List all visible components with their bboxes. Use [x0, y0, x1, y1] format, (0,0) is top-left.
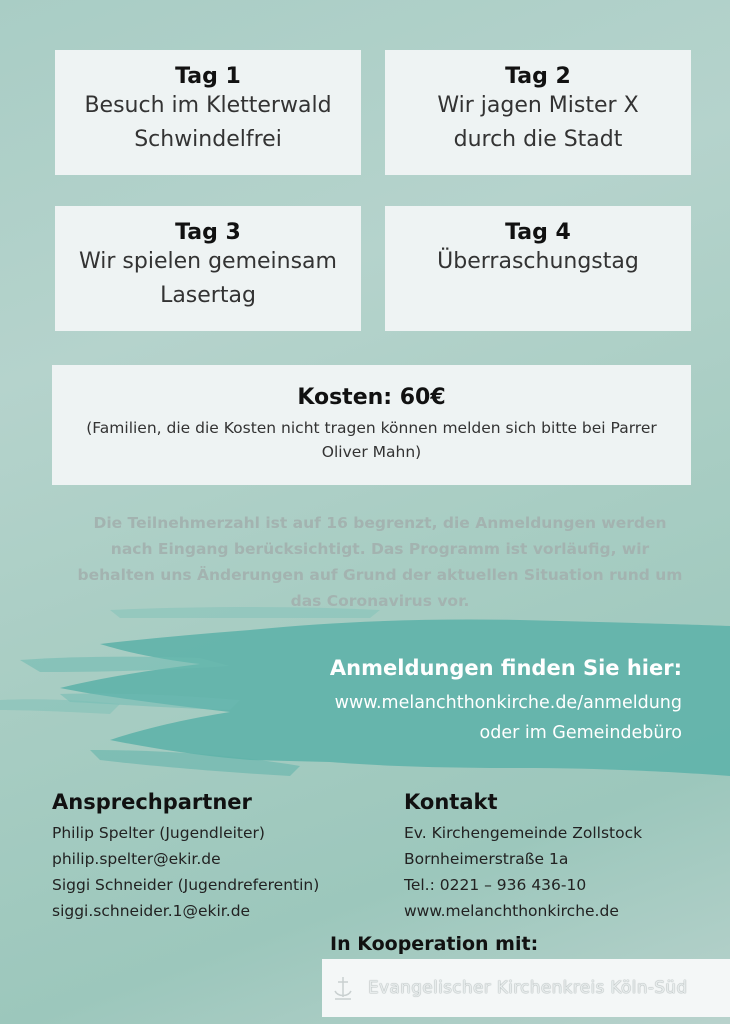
registration-alt: oder im Gemeindebüro — [479, 723, 682, 743]
notice-line: Die Teilnehmerzahl ist auf 16 begrenzt, die Anmeldungen werden — [93, 514, 667, 532]
day-card-3 — [55, 206, 361, 331]
contact-line: Ev. Kirchengemeinde Zollstock — [404, 824, 643, 842]
contact-email-link[interactable]: philip.spelter@ekir.de — [52, 850, 221, 868]
day-line: Überraschungstag — [437, 249, 639, 274]
partner-name: Evangelischer Kirchenkreis Köln-Süd — [368, 978, 688, 998]
day-line: Schwindelfrei — [134, 127, 282, 152]
day-card-1 — [55, 50, 361, 175]
notice-line: behalten uns Änderungen auf Grund der aktuellen Situation rund um — [77, 566, 683, 584]
partner-banner — [322, 959, 730, 1017]
cooperation-heading: In Kooperation mit: — [330, 933, 539, 955]
registration-block — [330, 656, 682, 748]
contact-person-line: Siggi Schneider (Jugendreferentin) — [52, 876, 320, 894]
registration-url-link[interactable]: www.melanchthonkirche.de/anmeldung — [334, 693, 682, 713]
notice-line: nach Eingang berücksichtigt. Das Programm ist vorläufig, wir — [110, 540, 650, 558]
day-card-2 — [385, 50, 691, 175]
contact-heading: Kontakt — [404, 790, 498, 814]
day-line: Wir spielen gemeinsam — [79, 249, 337, 274]
church-cross-icon — [332, 975, 354, 1001]
costs-card — [52, 365, 691, 485]
contact-line: Bornheimerstraße 1a — [404, 850, 569, 868]
contact-column — [404, 790, 642, 924]
costs-title: Kosten: 60€ — [297, 385, 446, 410]
notice-line: das Coronavirus vor. — [290, 592, 470, 610]
contact-person-line: Philip Spelter (Jugendleiter) — [52, 824, 265, 842]
contact-email-link[interactable]: siggi.schneider.1@ekir.de — [52, 902, 251, 920]
contact-persons-column — [52, 790, 319, 924]
day-line: Lasertag — [160, 283, 256, 308]
contact-phone: Tel.: 0221 – 936 436-10 — [404, 876, 587, 894]
day-title: Tag 1 — [175, 64, 241, 89]
day-title: Tag 2 — [505, 64, 571, 89]
participation-notice — [55, 510, 705, 614]
day-line: Besuch im Kletterwald — [84, 93, 332, 118]
day-card-4 — [385, 206, 691, 331]
contact-website-link[interactable]: www.melanchthonkirche.de — [404, 902, 619, 920]
contact-persons-heading: Ansprechpartner — [52, 790, 252, 814]
day-line: durch die Stadt — [453, 127, 623, 152]
day-title: Tag 4 — [505, 220, 571, 245]
registration-heading: Anmeldungen finden Sie hier: — [329, 656, 682, 680]
day-title: Tag 3 — [175, 220, 241, 245]
day-line: Wir jagen Mister X — [437, 93, 639, 118]
costs-note: (Familien, die die Kosten nicht tragen können melden sich bitte bei Parrer Oliver Mahn) — [86, 419, 657, 461]
